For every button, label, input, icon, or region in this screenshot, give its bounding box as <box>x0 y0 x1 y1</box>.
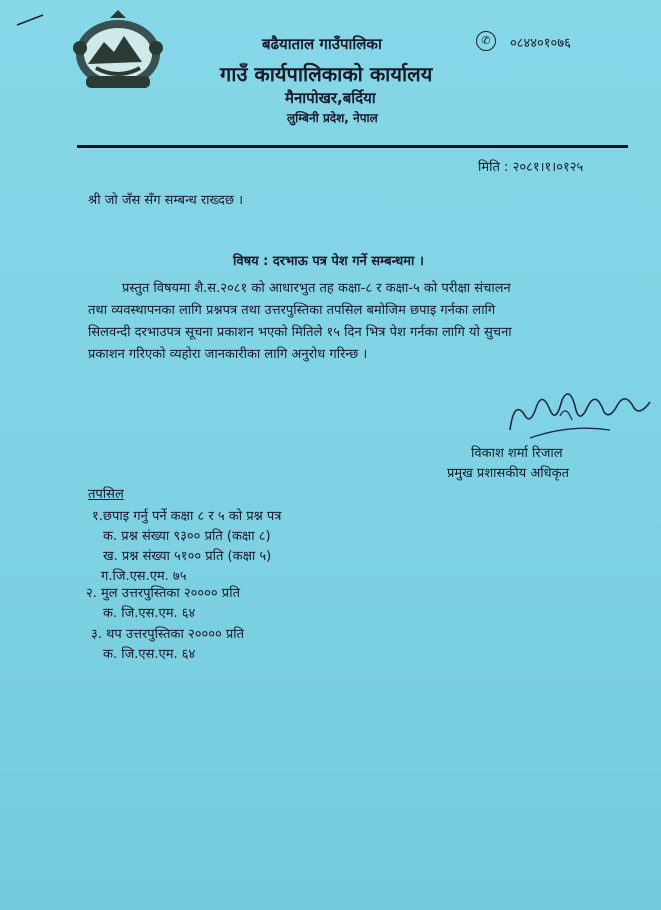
body-line: सिलवन्दी दरभाउपत्र सूचना प्रकाशन भएको मितिले १५ दिन भित्र पेश गर्नका लागि यो सुचना <box>88 325 512 340</box>
body-paragraph <box>88 278 606 366</box>
letter-date: मिति : २०८१।१।०१२५ <box>478 160 584 175</box>
annex-item: ग.जि.एस.एम. ७५ <box>101 569 187 584</box>
body-line: प्रस्तुत विषयमा शै.स.२०८१ को आधारभुत तह कक्षा-८ र कक्षा-५ को परीक्षा संचालन <box>122 281 511 296</box>
header-divider <box>77 145 628 148</box>
annex-title: तपसिल <box>88 487 124 502</box>
annex-item: क. जि.एस.एम. ६४ <box>103 606 196 621</box>
body-line: तथा व्यवस्थापनका लागि प्रश्नपत्र तथा उत्तरपुस्तिका तपसिल बमोजिम छपाइ गर्नका लागि <box>88 303 496 318</box>
body-line: प्रकाशन गरिएको व्यहोरा जानकारीका लागि अनुरोध गरिन्छ । <box>88 347 368 362</box>
signer-name: विकाश शर्मा रिजाल <box>471 446 563 461</box>
annex-item: ख. प्रश्न संख्या ५१०० प्रति (कक्षा ५) <box>103 549 272 564</box>
signer-designation: प्रमुख प्रशासकीय अधिकृत <box>447 466 570 481</box>
pen-mark <box>16 14 44 26</box>
subject-line: विषय : दरभाऊ पत्र पेश गर्ने सम्बन्धमा । <box>233 254 424 269</box>
annex-item: ३. थप उत्तरपुस्तिका २०००० प्रति <box>91 627 245 642</box>
office-location: मैनापोखर,बर्दिया <box>285 89 376 107</box>
annex-item: क. जि.एस.एम. ६४ <box>103 647 196 662</box>
nepal-emblem-icon <box>66 8 170 94</box>
phone-icon: ✆ <box>476 31 496 51</box>
municipality-name: बढैयाताल गाउँपालिका <box>262 35 382 53</box>
office-name: गाउँ कार्यपालिकाको कार्यालय <box>220 62 433 86</box>
phone-number: ०८४४०१०७६ <box>510 36 571 51</box>
handwritten-signature <box>500 380 660 450</box>
province-name: लुम्बिनी प्रदेश, नेपाल <box>287 111 378 125</box>
annex-item: क. प्रश्न संख्या ९३०० प्रति (कक्षा ८) <box>103 529 271 544</box>
annex-item: २. मुल उत्तरपुस्तिका २०००० प्रति <box>86 586 240 601</box>
greeting-line: श्री जो जँस सँग सम्बन्ध राख्दछ । <box>88 193 244 208</box>
annex-item: १.छपाइ गर्नु पर्ने कक्षा ८ र ५ को प्रश्न पत्र <box>92 509 282 524</box>
